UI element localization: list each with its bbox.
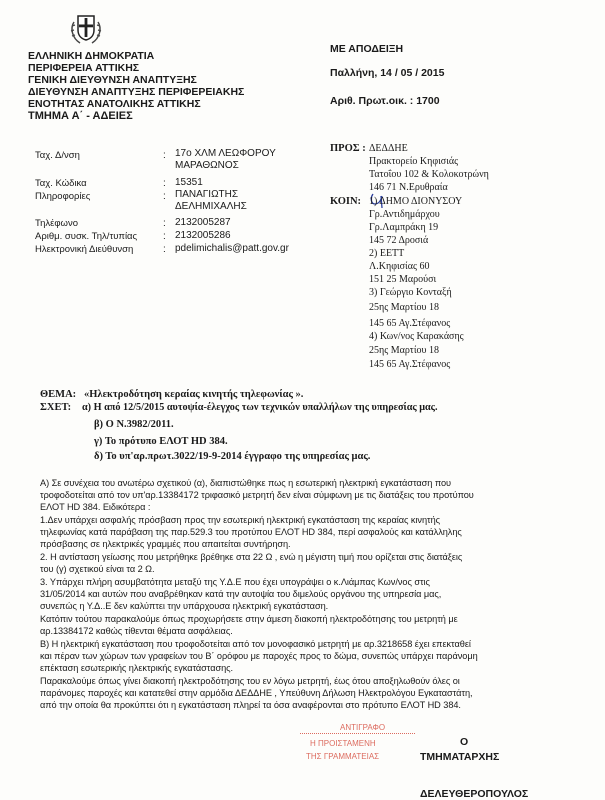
body-line: 2. Η αντίσταση γείωσης που μετρήθηκε βρέθηκε στα 22 Ω , ενώ η μέγιστη τιμή που ορίζεται στις διατάξεις	[40, 552, 463, 562]
colon: :	[163, 178, 166, 189]
body-line: επέκταση εσωτερικής ηλεκτρικής εγκατάστασης.	[40, 663, 234, 673]
body-line: ΕΛΟΤ HD 384. Ειδικότερα :	[40, 502, 151, 512]
body-line: συνεπώς η Υ.Δ..Ε δεν καλύπτει την υπάρχουσα ηλεκτρική εγκατάσταση.	[40, 601, 329, 611]
copy-stamp	[300, 721, 430, 769]
stamp-line: ΑΝΤΙΓΡΑΦΟ	[340, 723, 386, 732]
place-date: Παλλήνη, 14 / 05 / 2015	[330, 67, 445, 79]
cc-line: 145 65 Αγ.Στέφανος	[369, 359, 451, 370]
delivery-note: ΜΕ ΑΠΟΔΕΙΞΗ	[330, 43, 404, 55]
department-title: ΤΜΗΜΑ Α΄ - ΑΔΕΙΕΣ	[28, 110, 133, 122]
body-line: 31/05/2014 και αυτών που αναβρέθηκαν κατά την αυτοψία του διμελούς οργάνου της υπηρεσία μας,	[40, 589, 442, 599]
body-line: Α) Σε συνέχεια του ανωτέρω σχετικού (α), διαπιστώθηκε πως η εσωτερική ηλεκτρική εγκατάσταση που	[40, 478, 452, 488]
to-line: Τατοΐου 102 & Κολοκοτρώνη	[369, 169, 489, 180]
body-line: αρ.13384172 καθώς τίθενται θέματα ασφάλειας.	[40, 626, 233, 636]
postcode-value: 15351	[175, 177, 203, 188]
postcode-label: Ταχ. Κώδικα	[35, 178, 87, 189]
cc-line: 145 65 Αγ.Στέφανος	[369, 318, 451, 329]
to-label: ΠΡΟΣ :	[330, 143, 366, 154]
cc-line: 25ης Μαρτίου 18	[369, 302, 439, 313]
reference-item: γ) Το πρότυπο ΕΛΟΤ HD 384.	[94, 436, 228, 447]
info-value: ΔΕΛΗΜΙΧΑΛΗΣ	[175, 201, 247, 212]
cc-line: 145 72 Δροσιά	[369, 235, 429, 246]
body-line: Β) Η ηλεκτρική εγκατάσταση που τροφοδοτείται από τον μονοφασικό μετρητή με αρ.3218658 έχει επεκταθεί	[40, 639, 471, 649]
colon: :	[163, 218, 166, 229]
body-line: από την οποία θα προκύπτει ότι η εγκατάσταση πληρεί τα όσα αναφέρονται στο πρότυπο ΕΛΟΤ HD 384.	[40, 700, 461, 710]
stamp-rule	[300, 733, 415, 734]
address-label: Ταχ. Δ/νση	[35, 150, 80, 161]
info-label: Πληροφορίες	[35, 191, 91, 202]
cc-line: 3) Γεώργιο Κονταξή	[369, 287, 452, 298]
body-line: 1.Δεν υπάρχει ασφαλής πρόσβαση προς την εσωτερική ηλεκτρική εγκατάσταση της κεραίας κινητής	[40, 515, 441, 525]
cc-line: 25ης Μαρτίου 18	[369, 345, 439, 356]
body-line: και πέραν των χώρων των γραφείων του Β΄ ορόφου με παροχές προς το δώμα, συνεπώς υπάρχει παράνομη	[40, 651, 478, 661]
cc-line: Λ.Κηφισίας 60	[369, 261, 430, 272]
thema-label: ΘΕΜΑ:	[40, 389, 77, 400]
body-line: τηλεφωνίας κατά παράβαση της παρ.529.3 του προτύπου ΕΛΟΤ HD 384, περί ασφαλούς και κατάλληλης	[40, 527, 462, 537]
body-line: πρόσβασης σε ηλεκτρικές γραμμές που απαιτείται συντήρηση.	[40, 539, 291, 549]
signature-name: ΔΕΛΕΥΘΕΡΟΠΟΥΛΟΣ	[420, 788, 529, 800]
cc-line: 1) ΔΗΜΟ ΔΙΟΝΥΣΟΥ	[369, 196, 463, 207]
header-line: ΓΕΝΙΚΗ ΔΙΕΥΘΥΝΣΗ ΑΝΑΠΤΥΞΗΣ	[28, 74, 197, 86]
header-line: ΔΙΕΥΘΥΝΣΗ ΑΝΑΠΤΥΞΗΣ ΠΕΡΙΦΕΡΕΙΑΚΗΣ	[28, 86, 245, 98]
cc-line: 151 25 Μαρούσι	[369, 274, 437, 285]
coat-of-arms	[66, 8, 106, 48]
body-line: τροφοδοτείται από τον υπ'αρ.13384172 τριφασικό μετρητή δεν είναι σύμφωνη με τις διατάξεις του προτύπου	[40, 490, 474, 500]
colon: :	[163, 244, 166, 255]
signature-article: Ο	[460, 736, 469, 748]
fax-label: Αριθμ. συσκ. Τηλ/τυπίας	[35, 231, 138, 242]
phone-label: Τηλέφωνο	[35, 218, 78, 229]
cc-line: Γρ.Αντιδημάρχου	[369, 209, 440, 220]
address-value: 17ο ΧΛΜ ΛΕΩΦΟΡΟΥ	[175, 148, 276, 159]
header-line: ΕΝΟΤΗΤΑΣ ΑΝΑΤΟΛΙΚΗΣ ΑΤΤΙΚΗΣ	[28, 98, 201, 110]
header-line: ΠΕΡΙΦΕΡΕΙΑ ΑΤΤΙΚΗΣ	[28, 62, 140, 74]
to-line: ΔΕΔΔΗΕ	[369, 143, 408, 154]
phone-value: 2132005287	[175, 217, 231, 228]
cc-label: ΚΟΙΝ:	[330, 196, 362, 207]
fax-value: 2132005286	[175, 230, 231, 241]
address-value: ΜΑΡΑΘΩΝΟΣ	[175, 160, 239, 171]
cc-line: 2) ΕΕΤΤ	[369, 248, 405, 259]
cc-line: Γρ.Λαμπράκη 19	[369, 222, 439, 233]
body-line: 3. Υπάρχει πλήρη ασυμβατότητα μεταξύ της Υ.Δ.Ε που έχει υπογράψει ο κ.Λιάμπας Κων/νος στις	[40, 577, 430, 587]
colon: :	[163, 191, 166, 202]
to-line: 146 71 Ν.Ερυθραία	[369, 182, 448, 193]
cc-line: 4) Κων/νος Καρακάσης	[369, 331, 464, 342]
thema-text: «Ηλεκτροδότηση κεραίας κινητής τηλεφωνίας ».	[84, 389, 304, 400]
email-link[interactable]: pdelimichalis@patt.gov.gr	[175, 243, 289, 254]
info-value: ΠΑΝΑΓΙΩΤΗΣ	[175, 189, 239, 200]
email-label: Ηλεκτρονική Διεύθυνση	[35, 244, 134, 255]
sxet-label: ΣΧΕΤ:	[40, 402, 72, 413]
header-line: ΕΛΛΗΝΙΚΗ ΔΗΜΟΚΡΑΤΙΑ	[28, 50, 155, 62]
protocol-number: Αριθ. Πρωτ.οικ. : 1700	[330, 95, 440, 107]
body-line: παράνομες παροχές και κατατεθεί στην αρμόδια ΔΕΔΔΗΕ , Υπεύθυνη Δήλωση Ηλεκτρολόγου Εγκαταστάτη,	[40, 688, 473, 698]
body-line: Παρακαλούμε όπως γίνει διακοπή ηλεκτροδότησης του εν λόγω μετρητή, έως ότου αποξηλωθούν όλες οι	[40, 676, 460, 686]
colon: :	[163, 231, 166, 242]
reference-item: δ) Το υπ'αρ.πρωτ.3022/19-9-2014 έγγραφο της υπηρεσίας μας.	[94, 451, 371, 462]
stamp-line: Η ΠΡΟΙΣΤΑΜΕΝΗ	[310, 739, 376, 748]
to-line: Πρακτορείο Κηφισιάς	[369, 156, 459, 167]
stamp-line: ΤΗΣ ΓΡΑΜΜΑΤΕΙΑΣ	[306, 752, 380, 761]
colon: :	[163, 150, 166, 161]
reference-item: α) Η από 12/5/2015 αυτοψία-έλεγχος των τεχνικών υπαλλήλων της υπηρεσίας μας.	[82, 402, 438, 413]
body-line: Κατόπιν τούτου παρακαλούμε όπως προχωρήσετε στην άμεση διακοπή ηλεκτροδότησης του μετρητή με	[40, 614, 458, 624]
body-line: του (γ) σχετικού είναι τα 2 Ω.	[40, 564, 155, 574]
reference-item: β) Ο Ν.3982/2011.	[94, 419, 174, 430]
signature-title: ΤΜΗΜΑΤΑΡΧΗΣ	[420, 751, 500, 763]
